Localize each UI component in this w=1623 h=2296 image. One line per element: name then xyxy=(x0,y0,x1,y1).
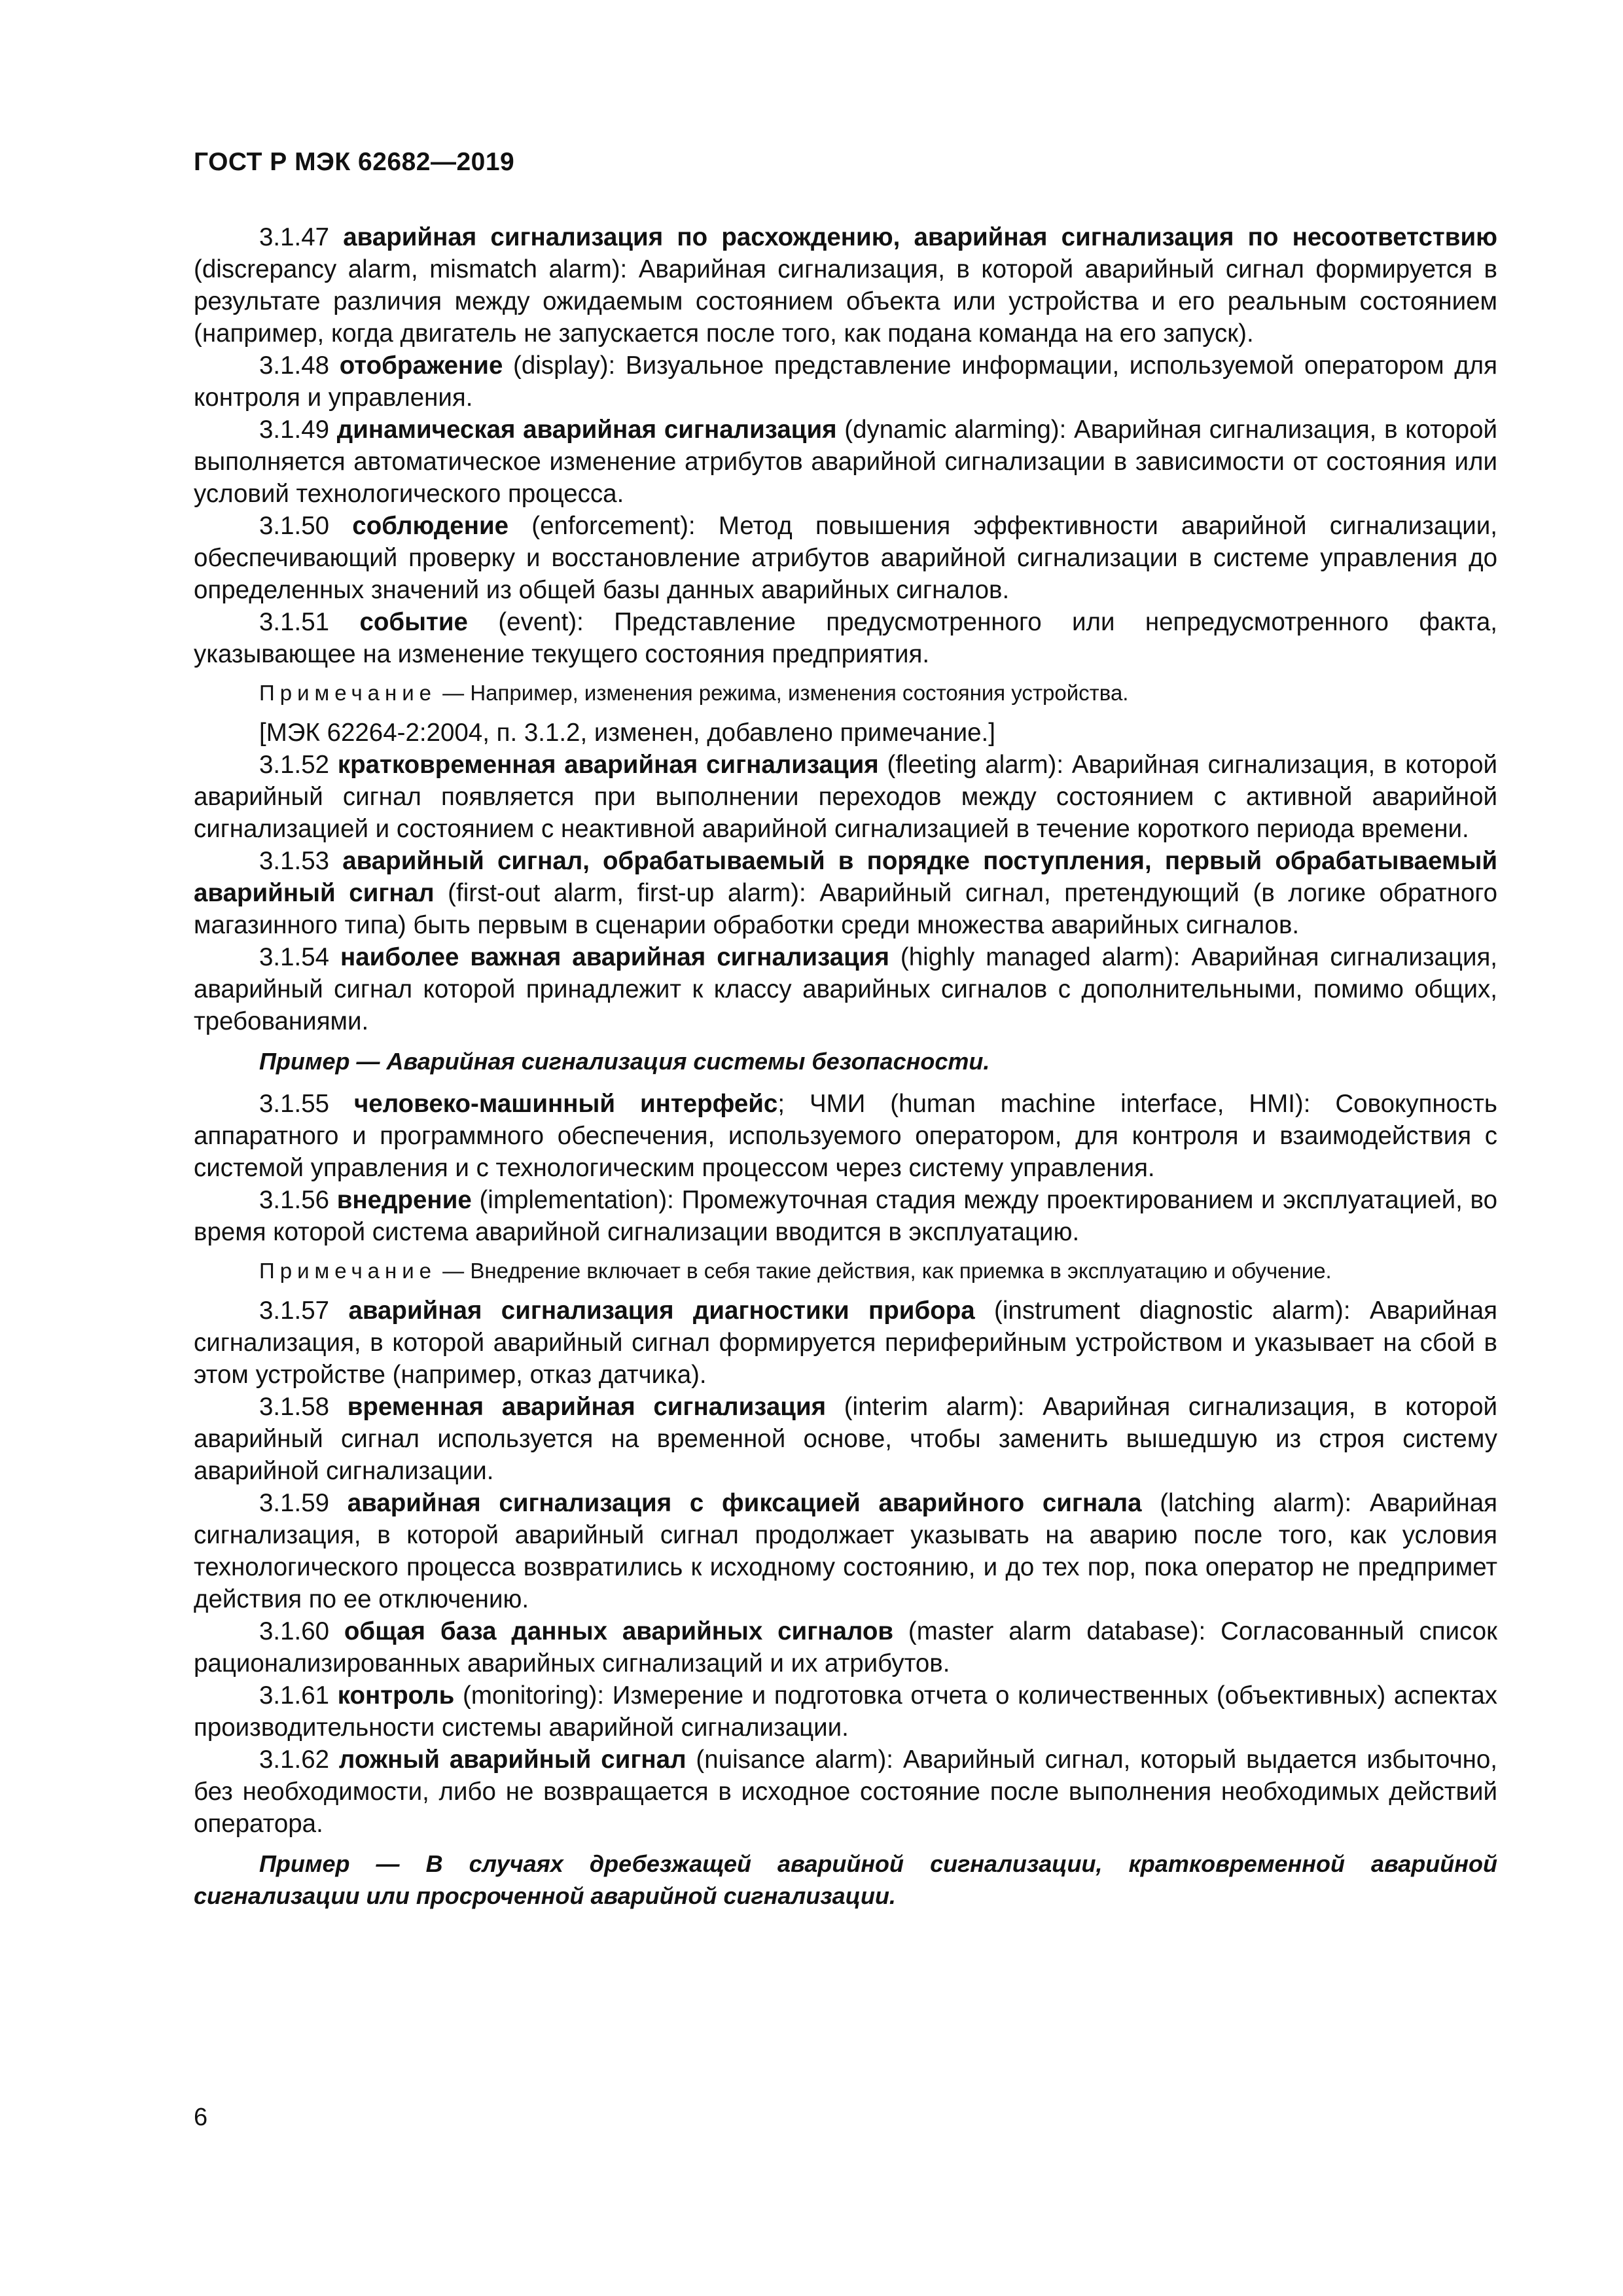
definition-text: (interim alarm): Аварийная сигнализация, в которой аварийный сигнал используется на временной основе, чтобы заменить вышедшую из строя систему аварийной сигнализации. xyxy=(194,1393,1497,1485)
definition-term: внедрение xyxy=(336,1186,472,1214)
definition-term: аварийная сигнализация с фиксацией аварийного сигнала xyxy=(347,1489,1142,1517)
example-3-1-62: Пример — В случаях дребезжащей аварийной сигнализации, кратковременной аварийной сигнализации или просроченной аварийной сигнализации. xyxy=(194,1850,1497,1909)
definition-text: (first-out alarm, first-up alarm): Аварийный сигнал, претендующий (в логике обратного магазинного типа) быть первым в сценарии обработки среди множества аварийных сигналов. xyxy=(194,879,1497,939)
note-text: — Внедрение включает в себя такие действия, как приемка в эксплуатацию и обучение. xyxy=(437,1259,1332,1283)
definition-number: 3.1.58 xyxy=(259,1393,330,1421)
definition-term: аварийная сигнализация по расхождению, аварийная сигнализация по несоответствию xyxy=(343,223,1498,251)
example-3-1-54: Пример — Аварийная сигнализация системы безопасности. xyxy=(259,1048,990,1075)
definition-text: (latching alarm): Аварийная сигнализация, в которой аварийный сигнал продолжает указывать на аварию после того, как условия технологического процесса возвратились к исходному состоянию, и до тех пор, пока оператор не предпримет действия по ее отключению. xyxy=(194,1489,1497,1613)
definition-number: 3.1.51 xyxy=(259,608,330,636)
definition-number: 3.1.57 xyxy=(259,1297,330,1325)
definition-term: кратковременная аварийная сигнализация xyxy=(337,751,879,779)
definition-number: 3.1.62 xyxy=(259,1746,330,1774)
definition-number: 3.1.47 xyxy=(259,223,330,251)
note-label: Примечание xyxy=(259,681,437,705)
note-3-1-56 xyxy=(194,1255,1497,1287)
definition-term: человеко-машинный интерфейс xyxy=(353,1090,778,1118)
definition-text: (display): Визуальное представление информации, используемой оператором для контроля и управления. xyxy=(194,351,1497,412)
definition-number: 3.1.52 xyxy=(259,751,330,779)
definition-3-1-60 xyxy=(194,1615,1497,1679)
definition-text: (dynamic alarming): Аварийная сигнализация, в которой выполняется автоматическое изменение атрибутов аварийной сигнализации в зависимости от состояния или условий технологического процесса. xyxy=(194,416,1497,508)
definition-term: общая база данных аварийных сигналов xyxy=(344,1617,894,1645)
definition-number: 3.1.54 xyxy=(259,943,330,971)
definition-3-1-61 xyxy=(194,1679,1497,1744)
definition-number: 3.1.56 xyxy=(259,1186,330,1214)
note-3-1-51 xyxy=(194,677,1497,709)
definition-number: 3.1.59 xyxy=(259,1489,330,1517)
definition-term: временная аварийная сигнализация xyxy=(347,1393,827,1421)
definition-term: наиболее важная аварийная сигнализация xyxy=(340,943,889,971)
definition-text: (instrument diagnostic alarm): Аварийная сигнализация, в которой аварийный сигнал формируется периферийным устройством и указывает на сбой в этом устройстве (например, отказ датчика). xyxy=(194,1297,1497,1389)
definition-3-1-53 xyxy=(194,845,1497,941)
definition-term: контроль xyxy=(337,1681,455,1710)
document-header: ГОСТ Р МЭК 62682—2019 xyxy=(194,148,515,176)
definition-3-1-58 xyxy=(194,1391,1497,1487)
definition-3-1-59 xyxy=(194,1487,1497,1615)
definition-3-1-57 xyxy=(194,1295,1497,1391)
definition-number: 3.1.50 xyxy=(259,512,330,540)
definition-text: (implementation): Промежуточная стадия между проектированием и эксплуатацией, во время которой система аварийной сигнализации вводится в эксплуатацию. xyxy=(194,1186,1497,1246)
definition-number: 3.1.60 xyxy=(259,1617,330,1645)
definition-text: (discrepancy alarm, mismatch alarm): Аварийная сигнализация, в которой аварийный сигнал формируется в результате различия между ожидаемым состоянием объекта или устройства и его реальным состоянием (например, когда двигатель не запускается после того, как подана команда на его запуск). xyxy=(194,255,1497,348)
definition-term: аварийная сигнализация диагностики прибора xyxy=(348,1297,975,1325)
note-label: Примечание xyxy=(259,1259,437,1283)
definition-text: (fleeting alarm): Аварийная сигнализация, в которой аварийный сигнал появляется при выполнении переходов между состоянием с активной аварийной сигнализацией и состоянием с неактивной аварийной сигнализацией в течение короткого периода времени. xyxy=(194,751,1497,843)
reference-note: [МЭК 62264-2:2004, п. 3.1.2, изменен, добавлено примечание.] xyxy=(259,719,995,747)
definition-3-1-55 xyxy=(194,1088,1497,1184)
page-number: 6 xyxy=(194,2104,208,2131)
definition-3-1-50 xyxy=(194,510,1497,606)
definition-text: (event): Представление предусмотренного или непредусмотренного факта, указывающее на изменение текущего состояния предприятия. xyxy=(194,608,1497,668)
note-text: — Например, изменения режима, изменения состояния устройства. xyxy=(437,681,1129,705)
definition-3-1-62 xyxy=(194,1744,1497,1840)
definition-3-1-54 xyxy=(194,941,1497,1037)
definition-3-1-51 xyxy=(194,606,1497,670)
definition-number: 3.1.53 xyxy=(259,847,330,875)
definition-term: событие xyxy=(359,608,468,636)
definition-text: (highly managed alarm): Аварийная сигнализация, аварийный сигнал которой принадлежит к классу аварийных сигналов с дополнительными, помимо общих, требованиями. xyxy=(194,943,1497,1035)
definition-text: (enforcement): Метод повышения эффективности аварийной сигнализации, обеспечивающий проверку и восстановление атрибутов аварийной сигнализации в системе управления до определенных значений из общей базы данных аварийных сигналов. xyxy=(194,512,1497,604)
definition-text: (master alarm database): Согласованный список рационализированных аварийных сигнализаций и их атрибутов. xyxy=(194,1617,1497,1677)
definition-text: (nuisance alarm): Аварийный сигнал, который выдается избыточно, без необходимости, либо не возвращается в исходное состояние после выполнения необходимых действий оператора. xyxy=(194,1746,1498,1838)
definition-term: динамическая аварийная сигнализация xyxy=(336,416,837,444)
definition-number: 3.1.61 xyxy=(259,1681,330,1710)
definition-term: соблюдение xyxy=(352,512,509,540)
definition-term: ложный аварийный сигнал xyxy=(338,1746,687,1774)
definition-number: 3.1.49 xyxy=(259,416,330,444)
definition-text: ; ЧМИ (human machine interface, HMI): Совокупность аппаратного и программного обеспечения, используемого оператором, для контроля и взаимодействия с системой управления и с технологическим процессом через систему управления. xyxy=(194,1090,1497,1182)
definition-3-1-48 xyxy=(194,350,1497,414)
definition-term: аварийный сигнал, обрабатываемый в порядке поступления, первый обрабатываемый аварийный сигнал xyxy=(194,847,1498,907)
definition-term: отображение xyxy=(339,351,503,380)
document-body xyxy=(194,221,1497,1922)
definition-3-1-47 xyxy=(194,221,1497,350)
definition-3-1-56 xyxy=(194,1184,1497,1248)
definition-number: 3.1.55 xyxy=(259,1090,330,1118)
definition-3-1-49 xyxy=(194,414,1497,510)
definition-text: (monitoring): Измерение и подготовка отчета о количественных (объективных) аспектах производительности системы аварийной сигнализации. xyxy=(194,1681,1497,1742)
definition-number: 3.1.48 xyxy=(259,351,330,380)
definition-3-1-52 xyxy=(194,749,1497,845)
